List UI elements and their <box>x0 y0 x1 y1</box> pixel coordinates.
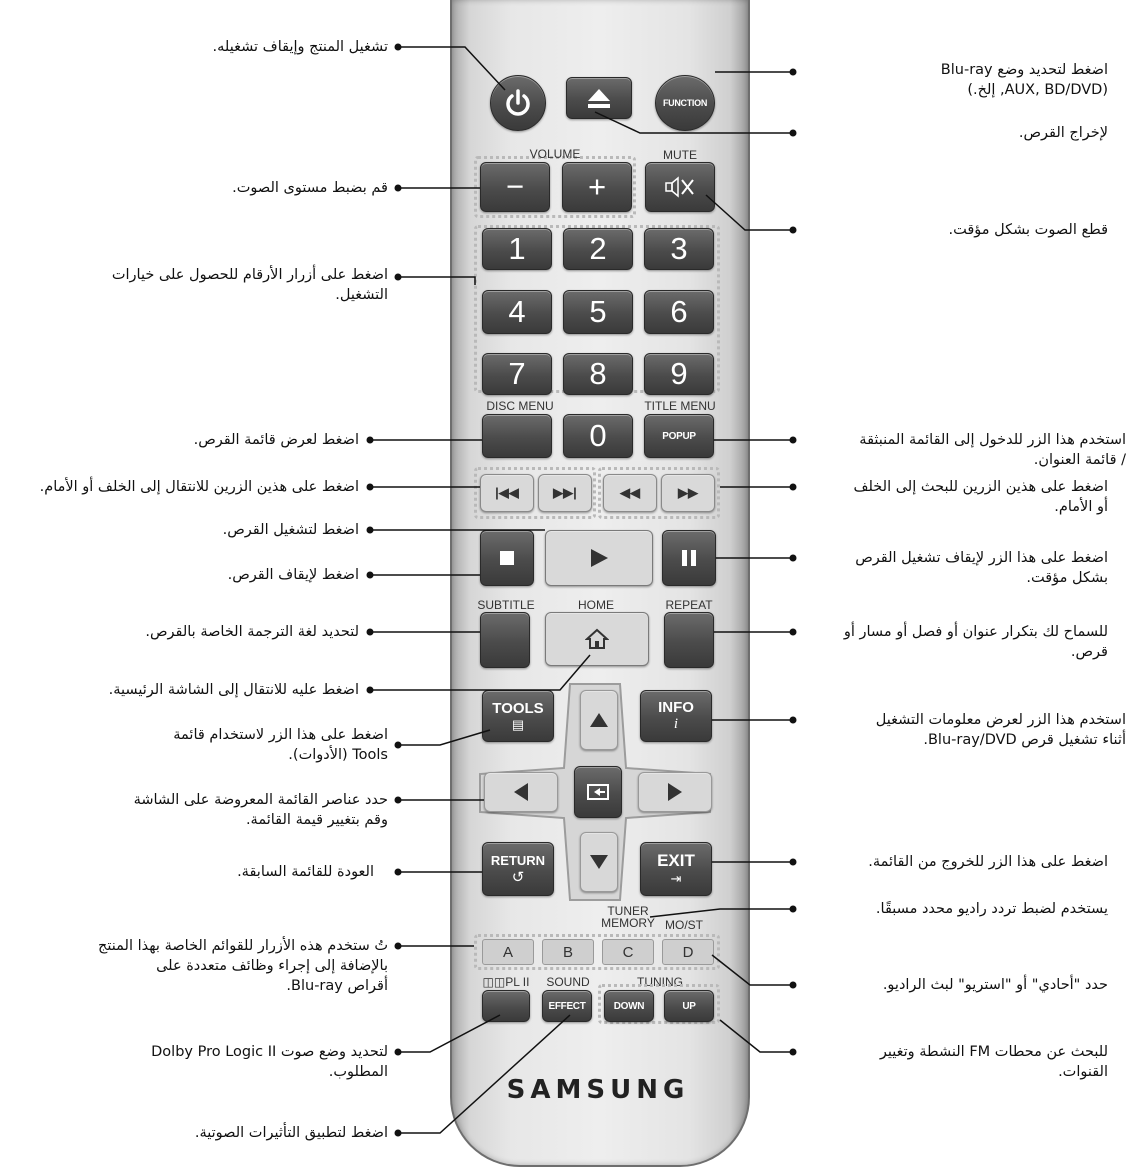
tuning-down-button[interactable]: DOWN <box>604 990 654 1022</box>
annotation-info: استخدم هذا الزر لعرض معلومات التشغيل أثناء تشغيل قرص Blu-ray/DVD. <box>875 712 1126 748</box>
effect-button[interactable]: EFFECT <box>542 990 592 1022</box>
annotation-mo-st: حدد "أحادي" أو "استريو" لبث الراديو. <box>882 977 1108 993</box>
annotation-number-buttons: اضغط على أزرار الأرقام للحصول على خيارات التشغيل. <box>111 267 388 303</box>
home-label: HOME <box>578 598 614 612</box>
tools-icon: ▤ <box>511 716 525 732</box>
mute-label: MUTE <box>663 148 697 162</box>
info-i-icon: i <box>673 716 679 732</box>
function-button[interactable]: FUNCTION <box>655 75 715 131</box>
digit-6-button[interactable]: 6 <box>644 290 714 334</box>
skip-back-icon: |◀◀ <box>495 485 519 500</box>
annotation-home: اضغط عليه للانتقال إلى الشاشة الرئيسية. <box>108 682 359 698</box>
mo-st-label: MO/ST <box>665 918 703 932</box>
tuning-up-button[interactable]: UP <box>664 990 714 1022</box>
annotation-subtitle: لتحديد لغة الترجمة الخاصة بالقرص. <box>145 624 359 640</box>
digit-8-button[interactable]: 8 <box>563 353 633 395</box>
tools-label: TOOLS <box>492 699 544 717</box>
volume-label: VOLUME <box>529 147 581 161</box>
sound-label: SOUND <box>546 975 590 989</box>
annotation-color-keys: تُ ستخدم هذه الأزرار للقوائم الخاصة بهذا المنتج بالإضافة إلى إجراء وظائف متعددة على أقراص Blu-ray. <box>98 938 388 994</box>
annotation-mute: قطع الصوت بشكل مؤقت. <box>948 222 1108 238</box>
annotation-tuning: للبحث عن محطات FM النشطة وتغيير القنوات. <box>879 1044 1108 1080</box>
return-label: RETURN <box>490 852 546 868</box>
annotation-return: العودة للقائمة السابقة. <box>237 864 374 880</box>
info-label: INFO <box>658 699 694 716</box>
digit-3-button[interactable]: 3 <box>644 228 714 270</box>
title-menu-label: TITLE MENU <box>644 399 716 413</box>
disc-menu-label: DISC MENU <box>486 399 554 413</box>
key-c-button[interactable]: C <box>602 939 654 965</box>
exit-label: EXIT <box>657 851 695 870</box>
annotation-skip: اضغط على هذين الزرين للانتقال إلى الخلف أو الأمام. <box>39 479 359 495</box>
digit-0-button[interactable]: 0 <box>563 414 633 458</box>
annotation-repeat: للسماح لك بتكرار عنوان أو فصل أو مسار أو قرص. <box>843 624 1108 660</box>
annotation-volume: قم بضبط مستوى الصوت. <box>232 180 388 196</box>
repeat-label: REPEAT <box>665 598 713 612</box>
annotation-navigation: حدد عناصر القائمة المعروضة على الشاشة وقم بتغيير قيمة القائمة. <box>133 792 388 828</box>
skip-forward-icon: ▶▶| <box>553 485 577 500</box>
tuner-memory-text: TUNER MEMORY <box>601 904 655 930</box>
key-a-button[interactable]: A <box>482 939 534 965</box>
digit-1-button[interactable]: 1 <box>482 228 552 270</box>
digit-5-button[interactable]: 5 <box>563 290 633 334</box>
volume-up-button[interactable]: + <box>562 162 632 212</box>
subtitle-label: SUBTITLE <box>477 598 535 612</box>
annotation-tuner-memory: يستخدم لضبط تردد راديو محدد مسبقًا. <box>875 901 1108 917</box>
annotation-popup: استخدم هذا الزر للدخول إلى القائمة المنبثقة / قائمة العنوان. <box>859 432 1126 468</box>
return-icon: ↺ <box>511 868 525 886</box>
key-d-button[interactable]: D <box>662 939 714 965</box>
rewind-icon: ◀◀ <box>620 485 640 500</box>
annotation-exit: اضغط على هذا الزر للخروج من القائمة. <box>868 854 1108 870</box>
pl2-label: ◫◫PL II <box>482 975 530 989</box>
digit-7-button[interactable]: 7 <box>482 353 552 395</box>
annotation-power: تشغيل المنتج وإيقاف تشغيله. <box>212 39 388 55</box>
exit-icon: ⇥ <box>670 871 682 886</box>
digit-9-button[interactable]: 9 <box>644 353 714 395</box>
digit-4-button[interactable]: 4 <box>482 290 552 334</box>
popup-button[interactable]: POPUP <box>644 414 714 458</box>
annotation-play: اضغط لتشغيل القرص. <box>222 522 359 538</box>
annotation-disc-menu: اضغط لعرض قائمة القرص. <box>193 432 359 448</box>
annotation-tools: اضغط على هذا الزر لاستخدام قائمة Tools (الأدوات). <box>173 727 388 763</box>
fast-forward-icon: ▶▶ <box>678 485 698 500</box>
key-b-button[interactable]: B <box>542 939 594 965</box>
annotation-dolby: لتحديد وضع صوت Dolby Pro Logic II المطلوب. <box>151 1044 388 1080</box>
annotation-eject: لإخراج القرص. <box>1018 125 1108 141</box>
annotation-search: اضغط على هذين الزرين للبحث إلى الخلف أو الأمام. <box>853 479 1108 515</box>
annotation-pause: اضغط على هذا الزر لإيقاف تشغيل القرص بشكل مؤقت. <box>855 550 1108 586</box>
volume-down-button[interactable]: − <box>480 162 550 212</box>
annotation-function: اضغط لتحديد وضع Blu-ray (AUX, BD/DVD, إلخ.) <box>940 62 1108 98</box>
annotation-effect: اضغط لتطبيق التأثيرات الصوتية. <box>194 1125 388 1141</box>
digit-2-button[interactable]: 2 <box>563 228 633 270</box>
tuning-label: TUNING <box>637 975 683 989</box>
samsung-logo: SAMSUNG <box>506 1075 690 1105</box>
annotation-stop: اضغط لإيقاف القرص. <box>227 567 359 583</box>
